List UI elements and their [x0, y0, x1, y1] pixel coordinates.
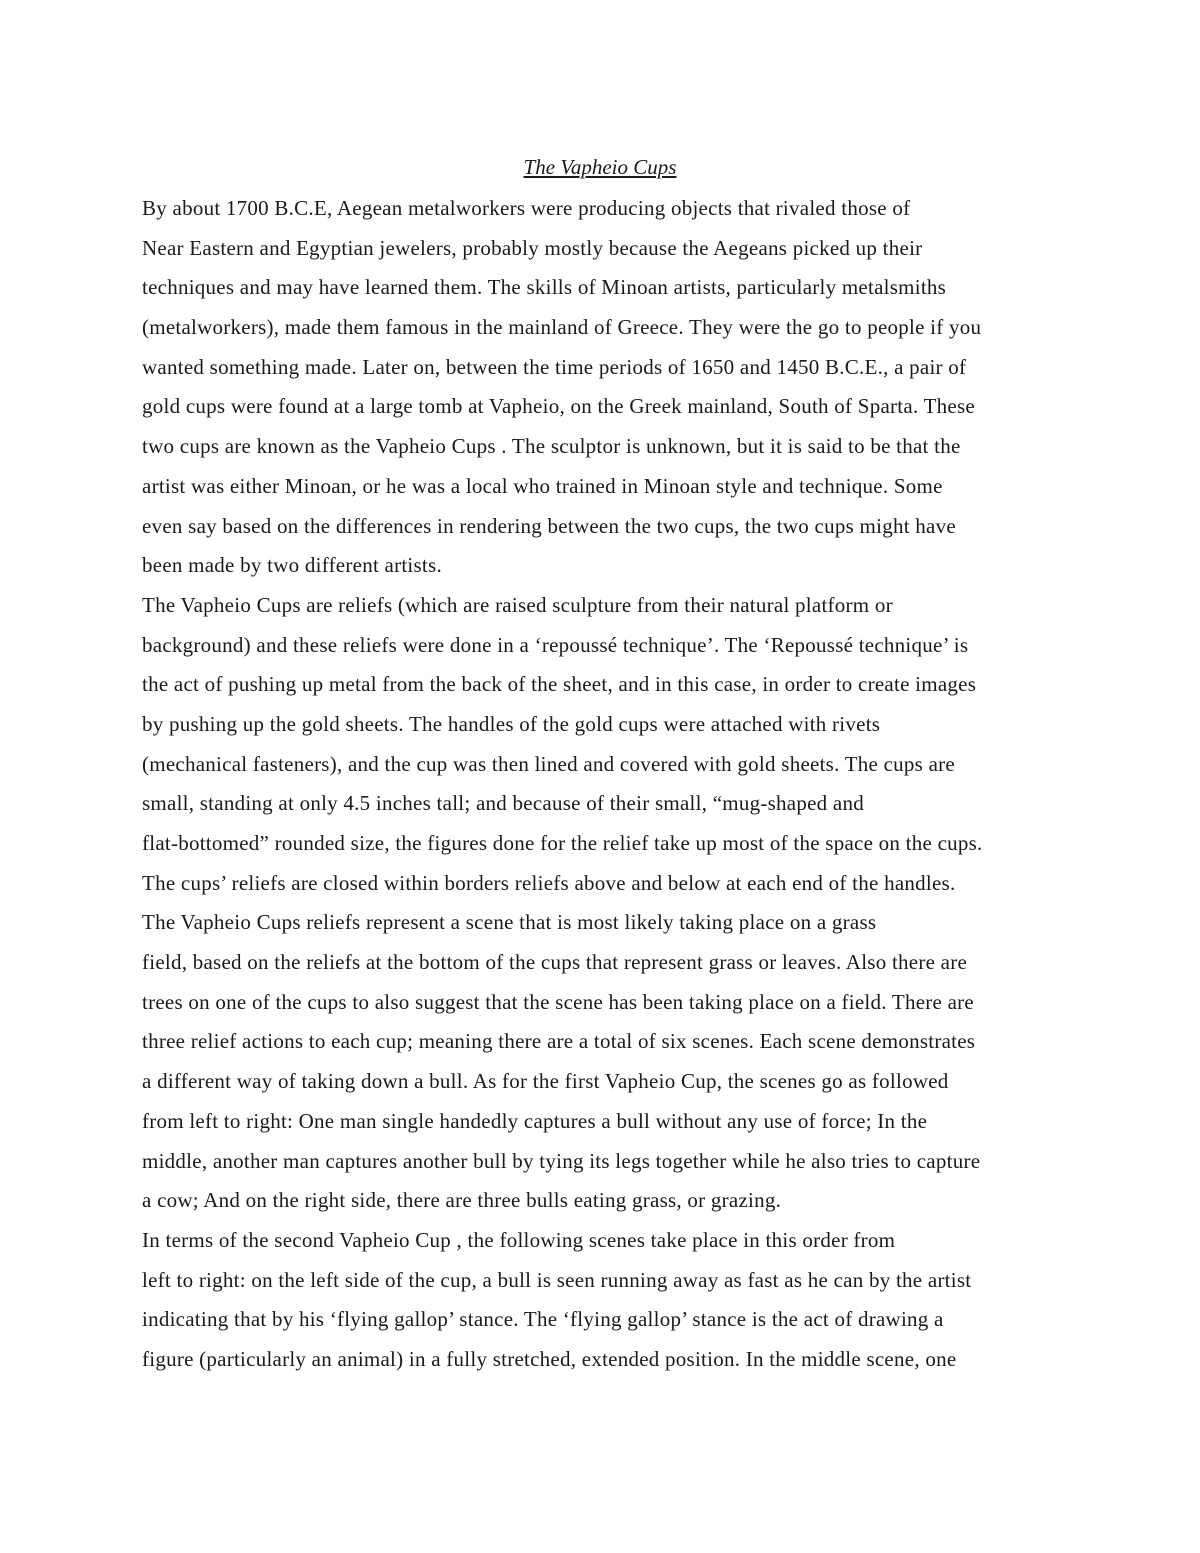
text-line: left to right: on the left side of the cup, a bull is seen running away as fast as he can by the artist [142, 1267, 972, 1292]
text-line: background) and these reliefs were done in a ‘repoussé technique’. The ‘Repoussé technique’ is [142, 632, 969, 657]
document-body [142, 194, 983, 1385]
text-line: wanted something made. Later on, between the time periods of 1650 and 1450 B.C.E., a pair of [142, 354, 967, 379]
text-line: by pushing up the gold sheets. The handles of the gold cups were attached with rivets [142, 711, 881, 736]
text-line: In terms of the second Vapheio Cup , the following scenes take place in this order from [142, 1227, 896, 1252]
text-line: small, standing at only 4.5 inches tall; and because of their small, “mug-shaped and [142, 791, 864, 816]
text-line: the act of pushing up metal from the back of the sheet, and in this case, in order to create images [142, 672, 977, 697]
text-line: Near Eastern and Egyptian jewelers, probably mostly because the Aegeans picked up their [142, 235, 923, 260]
text-line: (metalworkers), made them famous in the mainland of Greece. They were the go to people if you [142, 315, 982, 340]
text-line: The cups’ reliefs are closed within borders reliefs above and below at each end of the handles. [142, 870, 956, 895]
text-line: (mechanical fasteners), and the cup was then lined and covered with gold sheets. The cups are [142, 751, 955, 776]
text-line: from left to right: One man single handedly captures a bull without any use of force; In the [142, 1108, 928, 1133]
text-line: The Vapheio Cups are reliefs (which are raised sculpture from their natural platform or [142, 592, 893, 617]
text-line: indicating that by his ‘flying gallop’ stance. The ‘flying gallop’ stance is the act of drawing a [142, 1307, 944, 1332]
text-line: flat-bottomed” rounded size, the figures done for the relief take up most of the space on the cups. [142, 831, 983, 855]
text-line: two cups are known as the Vapheio Cups . The sculptor is unknown, but it is said to be that the [142, 434, 961, 459]
text-line: a different way of taking down a bull. As for the first Vapheio Cup, the scenes go as followed [142, 1069, 949, 1094]
text-line: By about 1700 B.C.E, Aegean metalworkers were producing objects that rivaled those of [142, 196, 911, 220]
text-line: figure (particularly an animal) in a fully stretched, extended position. In the middle scene, one [142, 1346, 957, 1371]
text-line: The Vapheio Cups reliefs represent a scene that is most likely taking place on a grass [142, 910, 877, 935]
text-line: even say based on the differences in rendering between the two cups, the two cups might have [142, 513, 956, 538]
text-line: gold cups were found at a large tomb at Vapheio, on the Greek mainland, South of Sparta. These [142, 394, 975, 419]
text-line: techniques and may have learned them. The skills of Minoan artists, particularly metalsmiths [142, 275, 947, 300]
text-line: middle, another man captures another bull by tying its legs together while he also tries to capture [142, 1148, 981, 1173]
text-line: a cow; And on the right side, there are three bulls eating grass, or grazing. [142, 1188, 782, 1213]
document-title: The Vapheio Cups [523, 155, 677, 179]
text-line: been made by two different artists. [142, 553, 442, 578]
document-title-wrap [0, 155, 1200, 180]
text-line: field, based on the reliefs at the bottom of the cups that represent grass or leaves. Also there are [142, 950, 968, 975]
text-line: artist was either Minoan, or he was a local who trained in Minoan style and technique. Some [142, 473, 943, 498]
text-line: three relief actions to each cup; meaning there are a total of six scenes. Each scene demonstrates [142, 1029, 976, 1054]
text-line: trees on one of the cups to also suggest that the scene has been taking place on a field. There are [142, 989, 974, 1014]
